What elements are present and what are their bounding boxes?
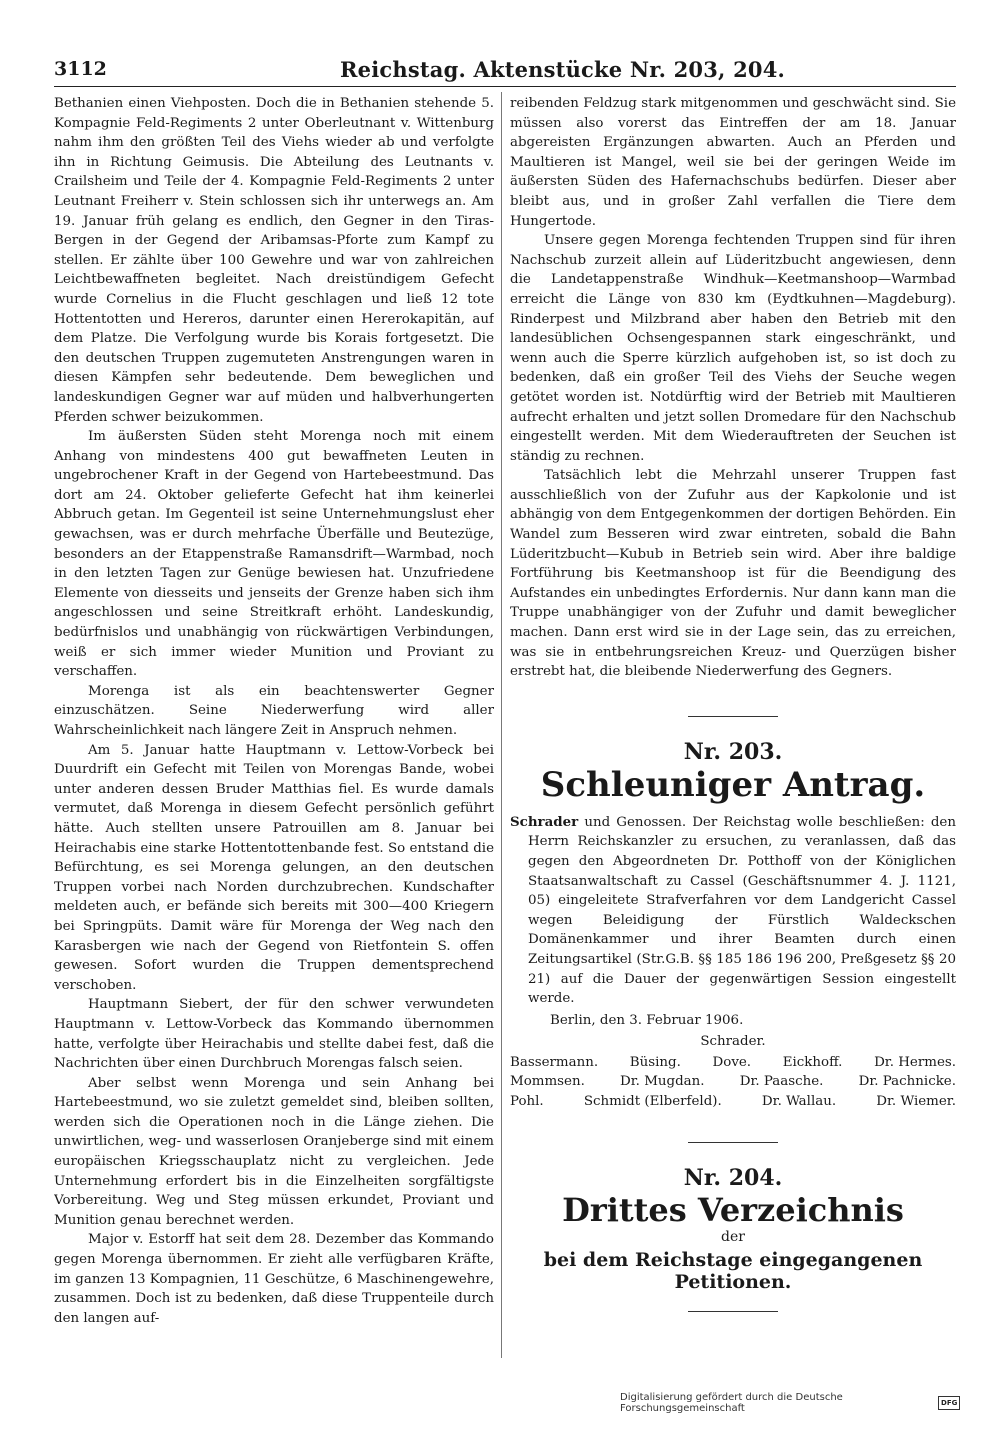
header-rule [54, 86, 956, 87]
paragraph: Im äußersten Süden steht Morenga noch mit einem Anhang von mindestens 400 gut bewaffneten Leuten in ungebrochener Kraft in der Gegend von Hartebeestmund. Das dort am 24. Oktober gelieferte Gefecht hat ihm keinerlei Abbruch getan. Im Gegenteil ist seine Unternehmungslust eher gewachsen, was er durch mehrfache Überfälle und Beutezüge, besonders an der Etappenstraße Ramansdrift—Warmbad, noch in den letzten Tagen zur Genüge bewiesen hat. Unzufriedene Elemente von diesseits und jenseits der Grenze haben sich ihm angeschlossen und seine Streitkraft erhöht. Landeskundig, bedürfnislos und unabhängig von rückwärtigen Verbindungen, weiß er sich immer wieder Munition und Proviant zu verschaffen. [54, 429, 494, 680]
cosigners-row [510, 1092, 956, 1112]
cosigner: Bassermann. [510, 1054, 599, 1070]
cosigners-row [510, 1053, 956, 1073]
paragraph: reibenden Feldzug stark mitgenommen und geschwächt sind. Sie müssen also vorerst das Eintreffen der am 18. Januar abgereisten Ergänzungen abwarten. Auch an Pferden und Maultieren ist Mangel, weil sie bei der geringen Weide im äußersten Süden des Hafernachschubs bedürfen. Dieser aber bleibt aus, und in großer Zahl verfallen die Tiere dem Hungertode. [510, 96, 956, 229]
section-203-number: Nr. 203. [683, 738, 783, 765]
cosigner: Schmidt (Elberfeld). [583, 1093, 722, 1109]
paragraph: Unsere gegen Morenga fechtenden Truppen sind für ihren Nachschub zurzeit allein auf Lüderitzbucht angewiesen, denn die Landetappenstraße Windhuk—Keetmanshoop—Warmbad erreicht die Länge von 830 km (Eydtkuhnen—Magdeburg). Rinderpest und Milzbrand aber haben den Betrieb mit den landesüblichen Ochsengespannen stark eingeschränkt, und wenn auch die Sperre kürzlich aufgehoben ist, so ist doch zu bedenken, daß ein großer Teil des Viehs der Seuche wegen getötet worden ist. Notdürftig wird der Betrieb mit Maultieren aufrecht erhalten und jetzt sollen Dromedare für den Nachschub eingestellt werden. Mit dem Wiederauftreten der Seuchen ist ständig zu rechnen. [510, 233, 956, 464]
section-204-title: Drittes Verzeichnis [562, 1190, 904, 1229]
left-column [54, 94, 494, 1362]
footer [620, 1393, 960, 1413]
paragraph: Tatsächlich lebt die Mehrzahl unserer Truppen fast ausschließlich von der Zufuhr aus der Kapkolonie und ist abhängig von dem Entgegenkommen der dortigen Behörden. Ein Wandel zum Besseren wird zwar eintreten, sobald die Bahn Lüderitzbucht—Kubub in Betrieb sein wird. Aber ihre baldige Fortführung bis Keetmanshoop ist für die Beendigung des Aufstandes ein unbedingtes Erfordernis. Nur dann kann man die Truppe unabhängiger von der Zufuhr und damit beweglicher machen. Dann erst wird sie in der Lage sein, das zu erreichen, was sie in entbehrungsreichen Kreuz- und Querzügen bisher erstrebt hat, die bleibende Niederwerfung des Gegners. [510, 468, 956, 680]
motion-text [510, 813, 956, 1009]
cosigner: Mommsen. [510, 1074, 585, 1090]
page-header [54, 58, 956, 88]
paragraph: Aber selbst wenn Morenga und sein Anhang bei Hartebeestmund, wo sie zuletzt gemeldet sind, bleiben sollten, werden sich die Operationen noch in die Länge ziehen. Die unwirtlichen, weg- und wasserlosen Oranjeberge sind mit einem europäischen Kriegsschauplatz nicht zu vergleichen. Jede Unternehmung erfordert bis in die Einzelheiten sorgfältigste Vorbereitung. Weg und Steg müssen erkundet, Proviant und Munition genau berechnet werden. [54, 1075, 494, 1228]
motion-body: und Genossen. Der Reichstag wolle beschließen: den Herrn Reichskanzler zu ersuchen, zu veranlassen, daß das gegen den Abgeordneten Dr. Potthoff von der Königlichen Staatsanwaltschaft zu Cassel (Geschäftsnummer 4. J. 1121, 05) eingeleitete Strafverfahren vor dem Landgericht Cassel wegen Beleidigung der Fürstlich Waldeckschen Domänenkammer und ihrer Beamten durch einen Zeitungsartikel (Str.G.B. §§ 185 186 196 200, Preßgesetz §§ 20 21) auf die Dauer der gegenwärtigen Session eingestellt werde. [528, 814, 956, 1007]
cosigner: Pohl. [510, 1093, 544, 1109]
section-203-title: Schleuniger Antrag. [540, 764, 926, 805]
paragraph: Am 5. Januar hatte Hauptmann v. Lettow-Vorbeck bei Duurdrift ein Gefecht mit Teilen von Morengas Bande, wobei unter anderen dessen Bruder Matthias fiel. Es wurde damals vermutet, daß Morenga in diesem Gefecht persönlich geführt hätte. Auch stellten unsere Patrouillen am 8. Januar bei Heirachabis eine starke Hottentottenbande fest. So entstand die Befürchtung, es sei Morenga gelungen, an den deutschen Truppen vorbei nach Norden durchzubrechen. Kundschafter meldeten auch, er befände sich bereits mit 300—400 Kriegern bei Springpüts. Damit wäre für Morenga der Weg nach den Karasbergen wie nach der Gegend von Rietfontein S. offen gewesen. Sofort wurden die Truppen dementsprechend verschoben. [54, 742, 494, 993]
motion-date: Berlin, den 3. Februar 1906. [550, 1012, 744, 1028]
cosigner: Dr. Wiemer. [876, 1093, 956, 1109]
cosigners-row [510, 1072, 956, 1092]
cosigner: Dove. [712, 1054, 752, 1070]
paragraph: Hauptmann Siebert, der für den schwer verwundeten Hauptmann v. Lettow-Vorbeck das Kommando übernommen hatte, verfolgte über Heirachabis und stellte dabei fest, daß die Nachrichten über einen Durchbruch Morengas falsch seien. [54, 997, 494, 1072]
cosigner: Dr. Paasche. [739, 1074, 824, 1090]
paragraph: Morenga ist als ein beachtenswerter Gegner einzuschätzen. Seine Niederwerfung wird aller Wahrscheinlichkeit nach längere Zeit in Anspruch nehmen. [54, 683, 494, 738]
section-204-der: der [721, 1228, 745, 1245]
page-number: 3112 [54, 58, 107, 80]
section-204-subtitle: bei dem Reichstage eingegangenen Petitionen. [543, 1248, 923, 1293]
cosigner: Dr. Mugdan. [620, 1074, 705, 1090]
cosigner: Eickhoff. [782, 1054, 843, 1070]
cosigner: Dr. Pachnicke. [858, 1074, 956, 1090]
right-column [510, 94, 956, 1362]
section-separator [688, 1311, 778, 1312]
section-204-number: Nr. 204. [683, 1164, 783, 1191]
column-divider [501, 92, 502, 1358]
dfg-logo-icon: DFG [938, 1396, 960, 1410]
motion-lead: Schrader [510, 813, 579, 830]
cosigner: Dr. Hermes. [874, 1054, 956, 1070]
paragraph: Bethanien einen Viehposten. Doch die in Bethanien stehende 5. Kompagnie Feld-Regiments 2 unter Oberleutnant v. Wittenburg nahm ihm den größten Teil des Viehs wieder ab und verfolgte ihn in Richtung Geimusis. Die Abteilung des Leutnants v. Crailsheim und Teile der 4. Kompagnie Feld-Regiments 2 unter Leutnant Freiherr v. Stein schlossen sich ihr unterwegs an. Am 19. Januar früh gelang es endlich, den Gegner in den Tiras-Bergen in der Gegend der Aribamsas-Pforte zum Kampf zu stellen. Er zählte über 100 Gewehre und war von zahlreichen Leichtbewaffneten begleitet. Nach dreistündigem Gefecht wurde Cornelius in die Flucht geschlagen und ließ 12 tote Hottentotten und Hereros, darunter einen Hererokapitän, auf dem Platze. Die Verfolgung wurde bis Korais fortgesetzt. Die den deutschen Truppen zugemuteten Anstrengungen waren in diesen Kämpfen sehr bedeutende. Dem beweglichen und landeskundigen Gegner war auf müden und halbverhungerten Pferden schwer beizukommen. [54, 96, 494, 425]
cosigner: Dr. Wallau. [761, 1093, 837, 1109]
digitization-credit: Digitalisierung gefördert durch die Deutsche Forschungsgemeinschaft [620, 1392, 843, 1414]
motion-signer: Schrader. [700, 1033, 766, 1049]
running-title: Reichstag. Aktenstücke Nr. 203, 204. [340, 57, 786, 82]
paragraph: Major v. Estorff hat seit dem 28. Dezember das Kommando gegen Morenga übernommen. Er zieht alle verfügbaren Kräfte, im ganzen 13 Kompagnien, 11 Geschütze, 6 Maschinengewehre, zusammen. Doch ist zu bedenken, daß diese Truppenteile durch den langen auf- [54, 1232, 494, 1326]
cosigner: Büsing. [629, 1054, 681, 1070]
